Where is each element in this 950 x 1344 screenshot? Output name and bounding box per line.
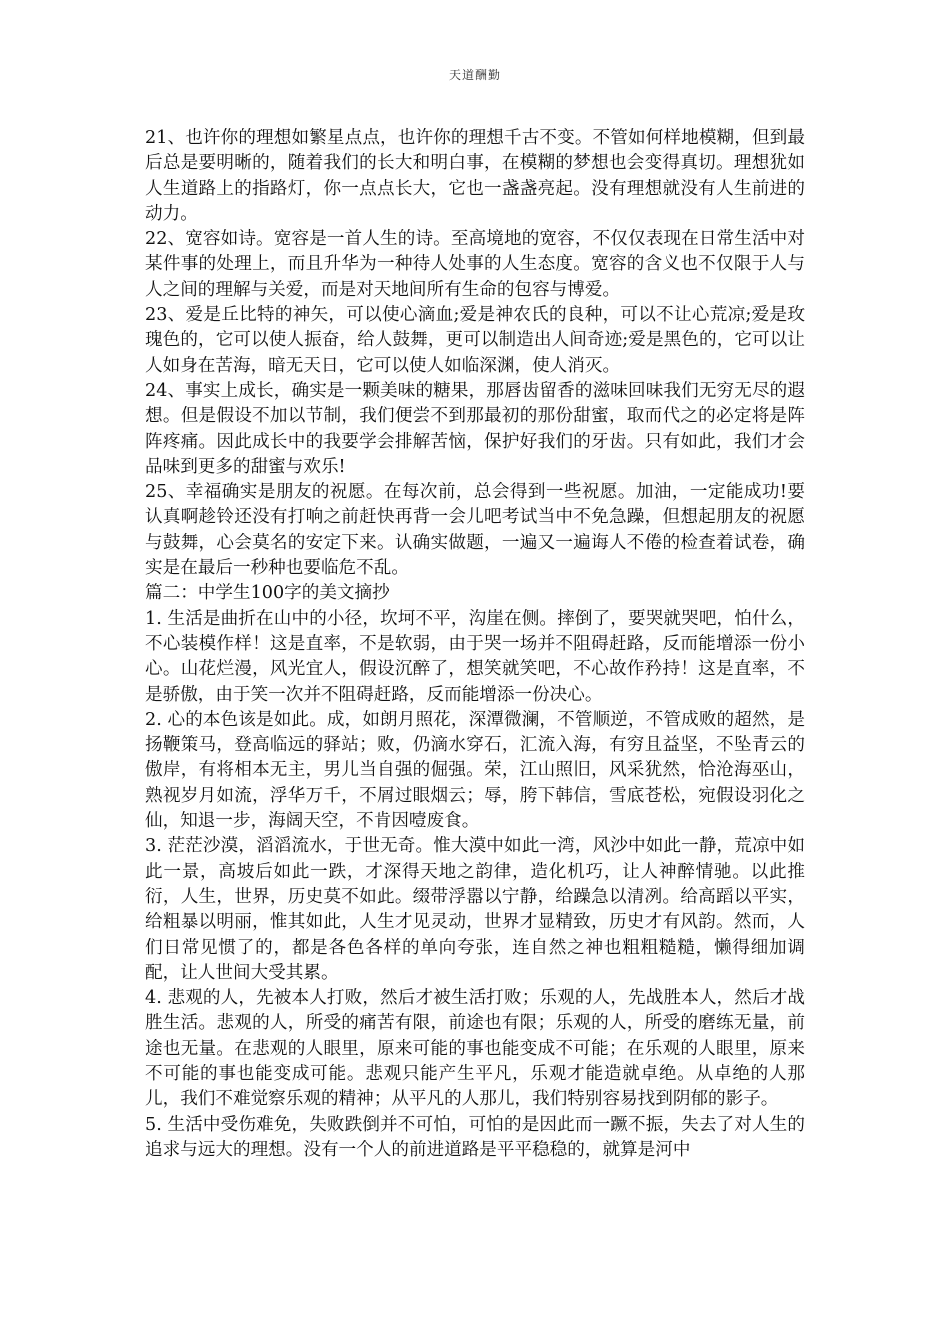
page-header: 天道酬勤	[448, 68, 501, 82]
excerpt-4: 4. 悲观的人，先被本人打败，然后才被生活打败；乐观的人，先战胜本人，然后才战胜生活。悲观的人，所受的痛苦有限，前途也有限；乐观的人，所受的磨练无量，前途也无量。在悲观的人眼里，原来可能的事也能变成不可能；在乐观的人眼里，原来不可能的事也能变成可能。悲观只能产生平凡，乐观才能造就卓绝。从卓绝的人那儿，我们不难觉察乐观的精神；从平凡的人那儿，我们特别容易找到阴郁的影子。	[145, 988, 805, 1110]
paragraph-21: 21、也许你的理想如繁星点点，也许你的理想千古不变。不管如何样地模糊，但到最后总是要明晰的，随着我们的长大和明白事，在模糊的梦想也会变得真切。理想犹如人生道路上的指路灯，你一点点长大，它也一盏盏亮起。没有理想就没有人生前进的动力。	[145, 128, 805, 224]
article-body	[145, 126, 805, 1163]
excerpt-5: 5. 生活中受伤难免，失败跌倒并不可怕，可怕的是因此而一蹶不振，失去了对人生的追求与远大的理想。没有一个人的前进道路是平平稳稳的，就算是河中	[145, 1114, 805, 1160]
excerpt-3: 3. 茫茫沙漠，滔滔流水，于世无奇。惟大漠中如此一湾，风沙中如此一静，荒凉中如此一景，高坡后如此一跌，才深得天地之韵律，造化机巧，让人神醉情驰。以此推衍，人生，世界，历史莫不如此。缀带浮嚣以宁静，给躁急以清冽。给高蹈以平实，给粗暴以明丽，惟其如此，人生才见灵动，世界才显精致，历史才有风韵。然而，人们日常见惯了的，都是各色各样的单向夸张，连自然之神也粗粗糙糙，懒得细加调配，让人世间大受其累。	[145, 836, 805, 983]
excerpt-1: 1. 生活是曲折在山中的小径，坎坷不平，沟崖在侧。摔倒了，要哭就哭吧，怕什么，不心装模作样！这是直率，不是软弱，由于哭一场并不阻碍赶路，反而能增添一份小心。山花烂漫，风光宜人，假设沉醉了，想笑就笑吧，不心故作矜持！这是直率，不是骄傲，由于笑一次并不阻碍赶路，反而能增添一份决心。	[145, 608, 805, 705]
paragraph-22: 22、宽容如诗。宽容是一首人生的诗。至高境地的宽容，不仅仅表现在日常生活中对某件事的处理上，而且升华为一种待人处事的人生态度。宽容的含义也不仅限于人与人之间的理解与关爱，而是对天地间所有生命的包容与博爱。	[145, 229, 805, 300]
excerpt-2: 2. 心的本色该是如此。成，如朗月照花，深潭微澜，不管顺逆，不管成败的超然，是扬鞭策马，登高临远的驿站；败，仍滴水穿石，汇流入海，有穷且益坚，不坠青云的傲岸，有将相本无主，男儿当自强的倔强。荣，江山照旧，风采犹然，恰沧海巫山，熟视岁月如流，浮华万千，不屑过眼烟云；辱，胯下韩信，雪底苍松，宛假设羽化之仙，知退一步，海阔天空，不肯因噎废食。	[145, 709, 805, 832]
paragraph-23: 23、爱是丘比特的神矢，可以使心滴血;爱是神农氏的良种，可以不让心荒凉;爱是玫瑰色的，它可以使人振奋，给人鼓舞，更可以制造出人间奇迹;爱是黑色的，它可以让人如身在苦海，暗无天日，它可以使人如临深渊，使人消灭。	[145, 305, 805, 376]
paragraph-25: 25、幸福确实是朋友的祝愿。在每次前，总会得到一些祝愿。加油，一定能成功!要认真啊趁铃还没有打响之前赶快再背一会儿吧考试当中不免急躁，但想起朋友的祝愿与鼓舞，心会莫名的安定下来。认确实做题，一遍又一遍诲人不倦的检查着试卷，确实是在最后一秒种也要临危不乱。	[145, 482, 805, 579]
section-heading: 篇二：中学生100字的美文摘抄	[145, 583, 390, 604]
paragraph-24: 24、事实上成长，确实是一颗美味的糖果，那唇齿留香的滋味回味我们无穷无尽的遐想。但是假设不加以节制，我们便尝不到那最初的那份甜蜜，取而代之的必定将是阵阵疼痛。因此成长中的我要学会排解苦恼，保护好我们的牙齿。只有如此，我们才会品味到更多的甜蜜与欢乐!	[145, 380, 805, 477]
